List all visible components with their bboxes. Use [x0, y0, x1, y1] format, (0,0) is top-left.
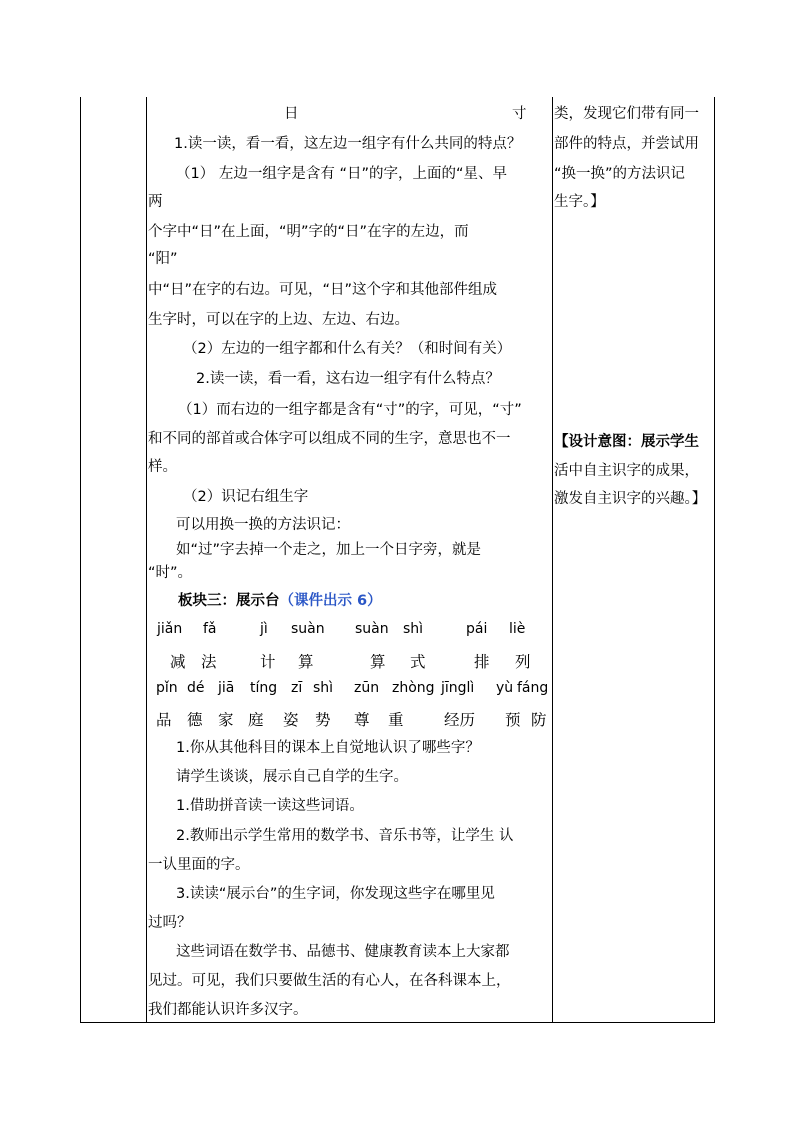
hanzi: 重	[388, 711, 404, 729]
pinyin: fáng	[517, 680, 549, 696]
pinyin: yù	[496, 680, 514, 696]
pinyin: jiǎn	[157, 621, 183, 637]
main2-line-4: 2.教师出示学生常用的数学书、音乐书等，让学生 认	[176, 828, 514, 844]
main-line-8: （2）左边的一组字都和什么有关？（和时间有关）	[183, 341, 512, 357]
main2-line-7: 过吗？	[148, 915, 192, 931]
pinyin: dé	[187, 680, 205, 696]
main2-line-10: 我们都能认识许多汉字。	[148, 1002, 308, 1018]
hanzi: 列	[515, 653, 531, 671]
hanzi: 预	[505, 711, 521, 729]
header-right-char: 寸	[512, 106, 527, 122]
side-note-2-line-3: 激发自主识字的兴趣。】	[554, 491, 707, 507]
side-note-2-line-1: 【设计意图：展示学生	[554, 434, 699, 450]
main-line-16: “时”。	[148, 565, 193, 581]
main2-line-8: 这些词语在数学书、品德书、健康教育读本上大家都	[176, 944, 510, 960]
pinyin: fǎ	[203, 621, 217, 637]
side-note-1-line-3: “换一换”的方法识记	[554, 166, 686, 182]
hanzi: 排	[474, 653, 490, 671]
main2-line-2: 请学生谈谈，展示自己自学的生字。	[176, 769, 408, 785]
main-line-11: 和不同的部首或合体字可以组成不同的生字，意思也不一	[148, 431, 511, 447]
hanzi: 减	[170, 653, 186, 671]
main-line-6: 中“日”在字的右边。可见，“日”这个字和其他部件组成	[148, 282, 498, 298]
section-title	[178, 591, 382, 611]
pinyin: suàn	[355, 621, 389, 637]
main2-line-3: 1.借助拼音读一读这些词语。	[176, 798, 364, 814]
main2-line-9: 见过。可见，我们只要做生活的有心人，在各科课本上，	[148, 973, 511, 989]
hanzi: 姿	[283, 711, 299, 729]
pinyin: suàn	[291, 621, 325, 637]
header-left-char: 日	[284, 106, 299, 122]
main2-line-6: 3.读读“展示台”的生字词，你发现这些字在哪里见	[176, 886, 495, 902]
table-divider-1	[146, 97, 147, 1023]
pinyin: shì	[313, 680, 334, 696]
pinyin: zī	[291, 680, 303, 696]
hanzi: 德	[187, 711, 203, 729]
hanzi: 算	[370, 653, 386, 671]
pinyin: pǐn	[156, 680, 178, 696]
hanzi: 尊	[354, 711, 370, 729]
hanzi: 式	[410, 653, 426, 671]
table-border-bottom	[80, 1022, 715, 1023]
main-line-1: 1.读一读，看一看，这左边一组字有什么共同的特点？	[174, 136, 522, 152]
main2-line-5: 一认里面的字。	[148, 857, 250, 873]
hanzi: 庭	[248, 711, 264, 729]
main2-line-1: 1.你从其他科目的课本上自觉地认识了哪些字？	[176, 740, 480, 756]
side-note-1-line-2: 部件的特点，并尝试用	[554, 136, 699, 152]
main-line-3: 两	[148, 194, 163, 210]
pinyin: shì	[403, 621, 424, 637]
main-line-14: 可以用换一换的方法识记：	[176, 517, 350, 533]
hanzi: 算	[298, 653, 314, 671]
hanzi: 防	[531, 711, 547, 729]
table-border-right	[714, 97, 715, 1023]
hanzi: 家	[218, 711, 234, 729]
main-line-5: “阳”	[148, 251, 178, 267]
pinyin: pái	[466, 621, 488, 637]
side-note-1-line-4: 生字。】	[554, 194, 605, 210]
main-line-7: 生字时，可以在字的上边、左边、右边。	[148, 312, 409, 328]
table-divider-2	[552, 97, 553, 1023]
main-line-2: （1） 左边一组字是含有 “日”的字，上面的“星、早	[176, 166, 507, 182]
main-line-12: 样。	[148, 459, 177, 475]
pinyin: liè	[509, 621, 526, 637]
main-line-9: 2.读一读，看一看，这右边一组字有什么特点？	[196, 371, 500, 387]
hanzi: 法	[201, 653, 217, 671]
main-line-15: 如“过”字去掉一个走之，加上一个日字旁，就是	[176, 542, 482, 558]
hanzi: 品	[156, 711, 172, 729]
main-line-4: 个字中“日”在上面，“明”字的“日”在字的左边，而	[148, 224, 469, 240]
pinyin: tíng	[250, 680, 278, 696]
pinyin: zhòng	[392, 680, 435, 696]
side-note-2-line-2: 活中自主识字的成果，	[554, 463, 699, 479]
hanzi: 计	[260, 653, 276, 671]
pinyin: jiā	[218, 680, 235, 696]
main-line-10: （1）而右边的一组字都是含有“寸”的字，可见，“寸”	[178, 402, 522, 418]
main-line-13: （2）识记右组生字	[183, 489, 309, 505]
pinyin: jì	[260, 621, 268, 637]
hanzi: 势	[315, 711, 331, 729]
section-note: （课件出示 6）	[279, 593, 382, 609]
hanzi: 经历	[444, 711, 476, 729]
table-border-left	[80, 97, 81, 1023]
section-title-text: 板块三：展示台	[178, 593, 280, 609]
side-note-1-line-1: 类，发现它们带有同一	[554, 106, 699, 122]
pinyin: jīnglì	[441, 680, 475, 696]
pinyin: zūn	[354, 680, 380, 696]
